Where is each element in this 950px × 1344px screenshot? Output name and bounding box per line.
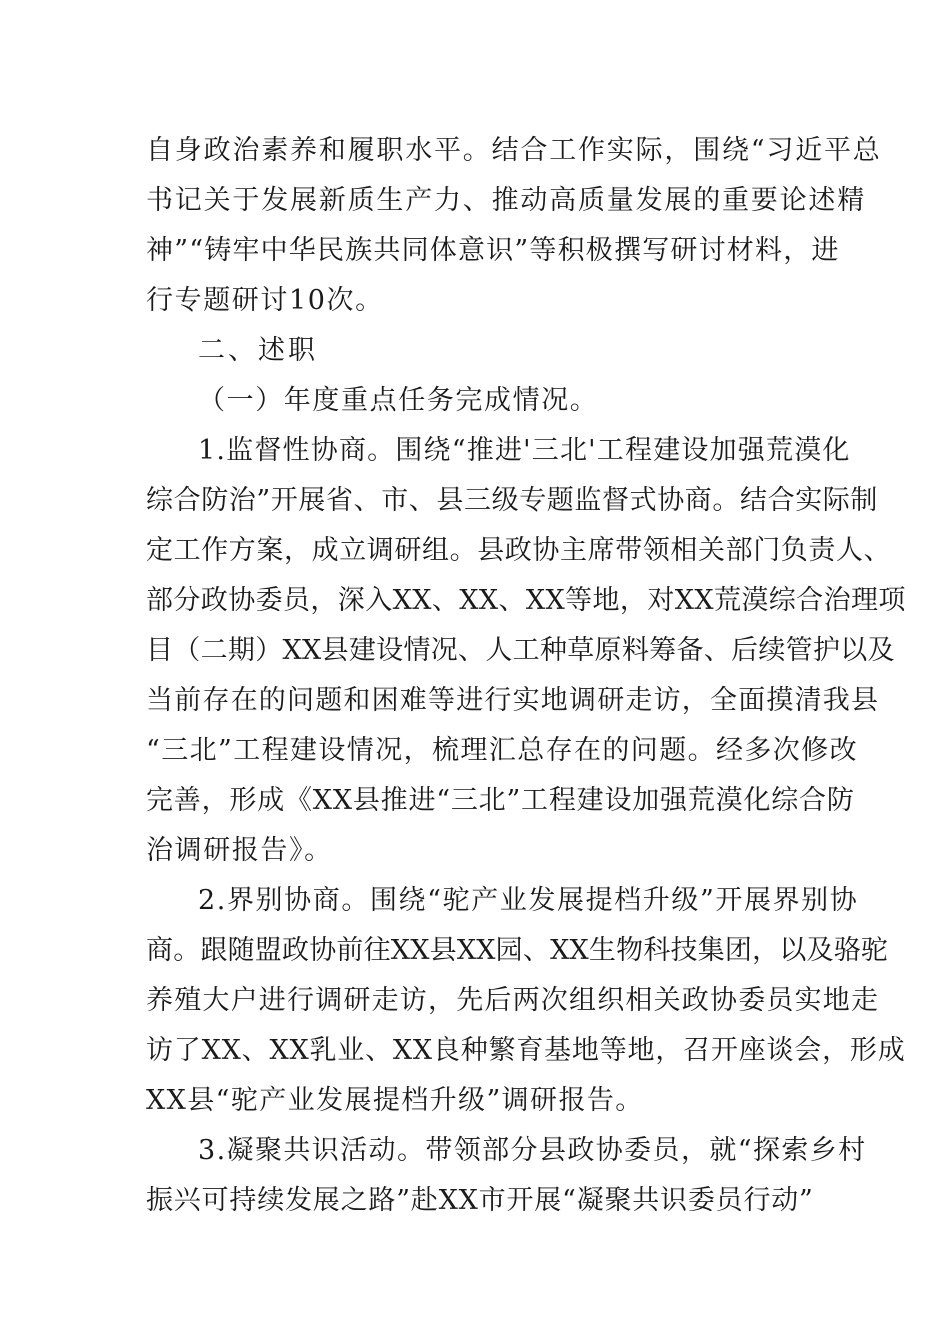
subsection-heading: （一）年度重点任务完成情况。 [198,385,599,416]
text-line: 1.监督性协商。围绕“推进'三北'工程建设加强荒漠化 [198,435,851,466]
text-line: 书记关于发展新质生产力、推动高质量发展的重要论述精 [146,185,866,216]
text-line: 2.界别协商。围绕“驼产业发展提档升级”开展界别协 [198,885,859,916]
text-line: 当前存在的问题和困难等进行实地调研走访，全面摸清我县 [146,685,880,716]
text-line: 3.凝聚共识活动。带领部分县政协委员，就“探索乡村 [198,1135,867,1166]
text-line: 行专题研讨10次。 [146,285,384,316]
text-line: 养殖大户进行调研走访，先后两次组织相关政协委员实地走 [146,985,880,1016]
text-line: 治调研报告》。 [146,835,333,866]
text-line: 神”“铸牢中华民族共同体意识”等积极撰写研讨材料，进 [146,235,840,266]
text-line: 振兴可持续发展之路”赴XX市开展“凝聚共识委员行动” [146,1185,814,1216]
text-line: 自身政治素养和履职水平。结合工作实际，围绕“习近平总 [146,135,882,166]
text-line: 目（二期）XX县建设情况、人工种草原料筹备、后续管护以及 [146,635,895,666]
text-line: 综合防治”开展省、市、县三级专题监督式协商。结合实际制 [146,485,879,516]
text-line: 商。跟随盟政协前往XX县XX园、XX生物科技集团，以及骆驼 [146,935,889,966]
text-line: 部分政协委员，深入XX、XX、XX等地，对XX荒漠综合治理项 [146,585,906,616]
text-line: 访了XX、XX乳业、XX良种繁育基地等地，召开座谈会，形成 [146,1035,906,1066]
text-line: XX县“驼产业发展提档升级”调研报告。 [146,1085,644,1116]
section-heading: 二、述职 [198,335,318,366]
text-line: “三北”工程建设情况，梳理汇总存在的问题。经多次修改 [146,735,859,766]
text-line: 完善，形成《XX县推进“三北”工程建设加强荒漠化综合防 [146,785,855,816]
text-line: 定工作方案，成立调研组。县政协主席带领相关部门负责人、 [146,535,892,566]
